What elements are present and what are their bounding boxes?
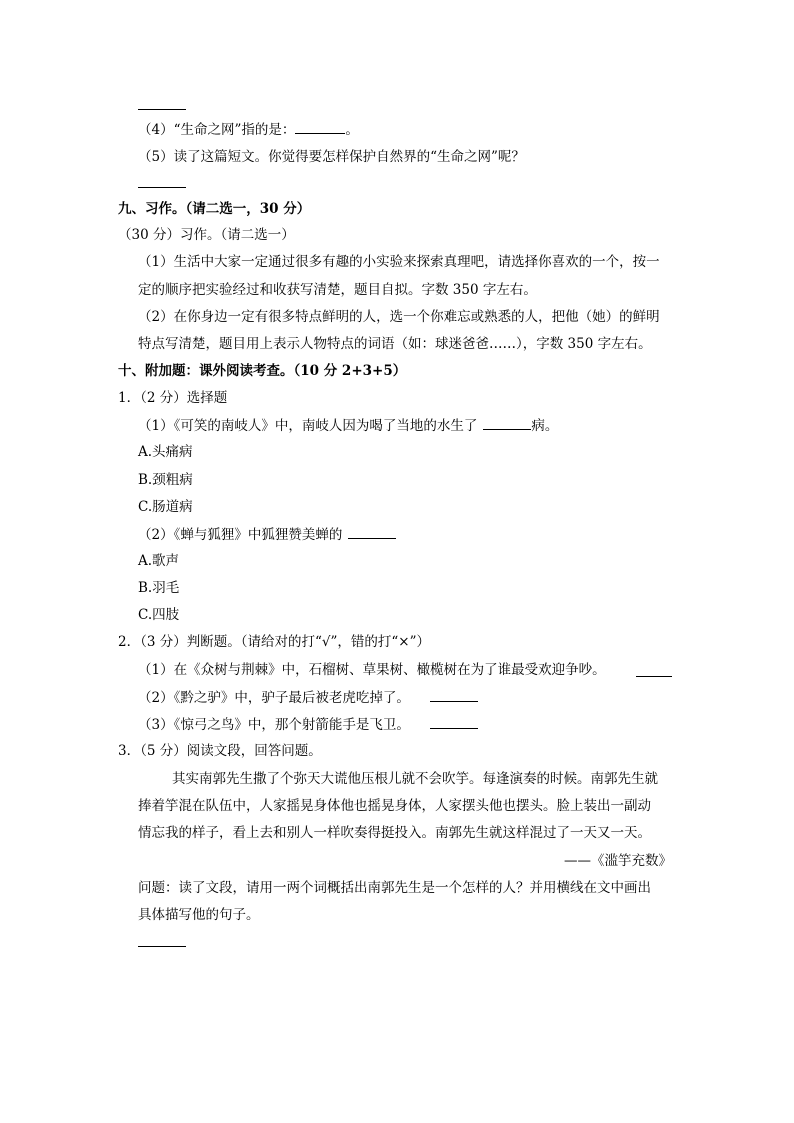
choice-option[interactable]: A.歌声 [138,553,180,569]
question-text: （4）“生命之网”指的是： [138,122,296,138]
judgment-item: （1）在《众树与荆棘》中，石榴树、草果树、橄榄树在为了谁最受欢迎争吵。 [138,662,606,678]
section-heading: 九、习作。（请二选一，30 分） [118,201,311,217]
choice-option[interactable]: B.羽毛 [138,580,180,596]
judgment-item: （2）《黔之驴》中，驴子最后被老虎吃掉了。 [138,690,410,706]
passage-line: 捧着竽混在队伍中，人家摇晃身体他也摇晃身体，人家摆头他也摆头。脸上装出一副动 [138,798,651,814]
question-line [138,715,478,734]
answer-blank[interactable] [430,688,478,702]
question-text: （1）《可笑的南岐人》中，南岐人因为喝了当地的水生了 [138,418,478,434]
answer-blank[interactable] [430,715,478,729]
choice-option[interactable]: A.头痛病 [138,444,193,460]
choice-option[interactable]: C.肠道病 [138,499,193,515]
question-line [138,525,396,544]
option-text: （1）生活中大家一定通过很多有趣的小实验来探索真理吧，请选择你喜欢的一个，按一 [138,254,660,270]
question-line [138,120,359,139]
section-heading: 十、附加题：课外阅读考查。（10 分 2+3+5） [118,363,407,379]
answer-blank[interactable] [348,525,396,539]
question-line [138,688,478,707]
passage-source: ——《滥竽充数》 [564,853,672,869]
question-line: （5）读了这篇短文。你觉得要怎样保护自然界的“生命之网”呢？ [138,149,525,165]
question-title: 2．（3 分）判断题。（请给对的打“√”，错的打“×”） [118,634,430,650]
question-title: 3．（5 分）阅读文段，回答问题。 [118,743,322,759]
passage-line: 其实南郭先生撒了个弥天大谎他压根儿就不会吹竽。每逢演奏的时候。南郭先生就 [172,771,658,787]
question-text: 问题：读了文段，请用一两个词概括出南郭先生是一个怎样的人？并用横线在文中画出 [138,880,651,896]
answer-blank[interactable] [636,676,672,677]
answer-blank[interactable] [138,187,186,188]
answer-blank[interactable] [138,946,186,947]
question-line [138,416,558,435]
judgment-item: （3）《惊弓之鸟》中，那个射箭能手是飞卫。 [138,717,410,733]
question-text: （2）《蝉与狐狸》中狐狸赞美蝉的 [138,527,343,543]
option-text: 定的顺序把实验经过和收获写清楚，题目自拟。字数 350 字左右。 [138,282,537,298]
answer-blank[interactable] [295,120,345,134]
choice-option[interactable]: B.颈粗病 [138,472,193,488]
question-text: 。 [345,122,359,138]
question-title: 1．（2 分）选择题 [118,390,228,406]
answer-blank[interactable] [483,416,531,430]
passage-line: 情忘我的样子，看上去和别人一样吹奏得挺投入。南郭先生就这样混过了一天又一天。 [138,825,651,841]
question-text: 具体描写他的句子。 [138,907,260,923]
choice-option[interactable]: C.四肢 [138,607,180,623]
option-text: （2）在你身边一定有很多特点鲜明的人，选一个你难忘或熟悉的人，把他（她）的鲜明 [138,309,660,325]
option-text: 特点写清楚，题目用上表示人物特点的词语（如：球迷爸爸……），字数 350 字左右。 [138,336,652,352]
question-intro: （30 分）习作。（请二选一） [118,227,295,243]
answer-blank[interactable] [138,109,186,110]
question-text: 病。 [531,418,559,434]
